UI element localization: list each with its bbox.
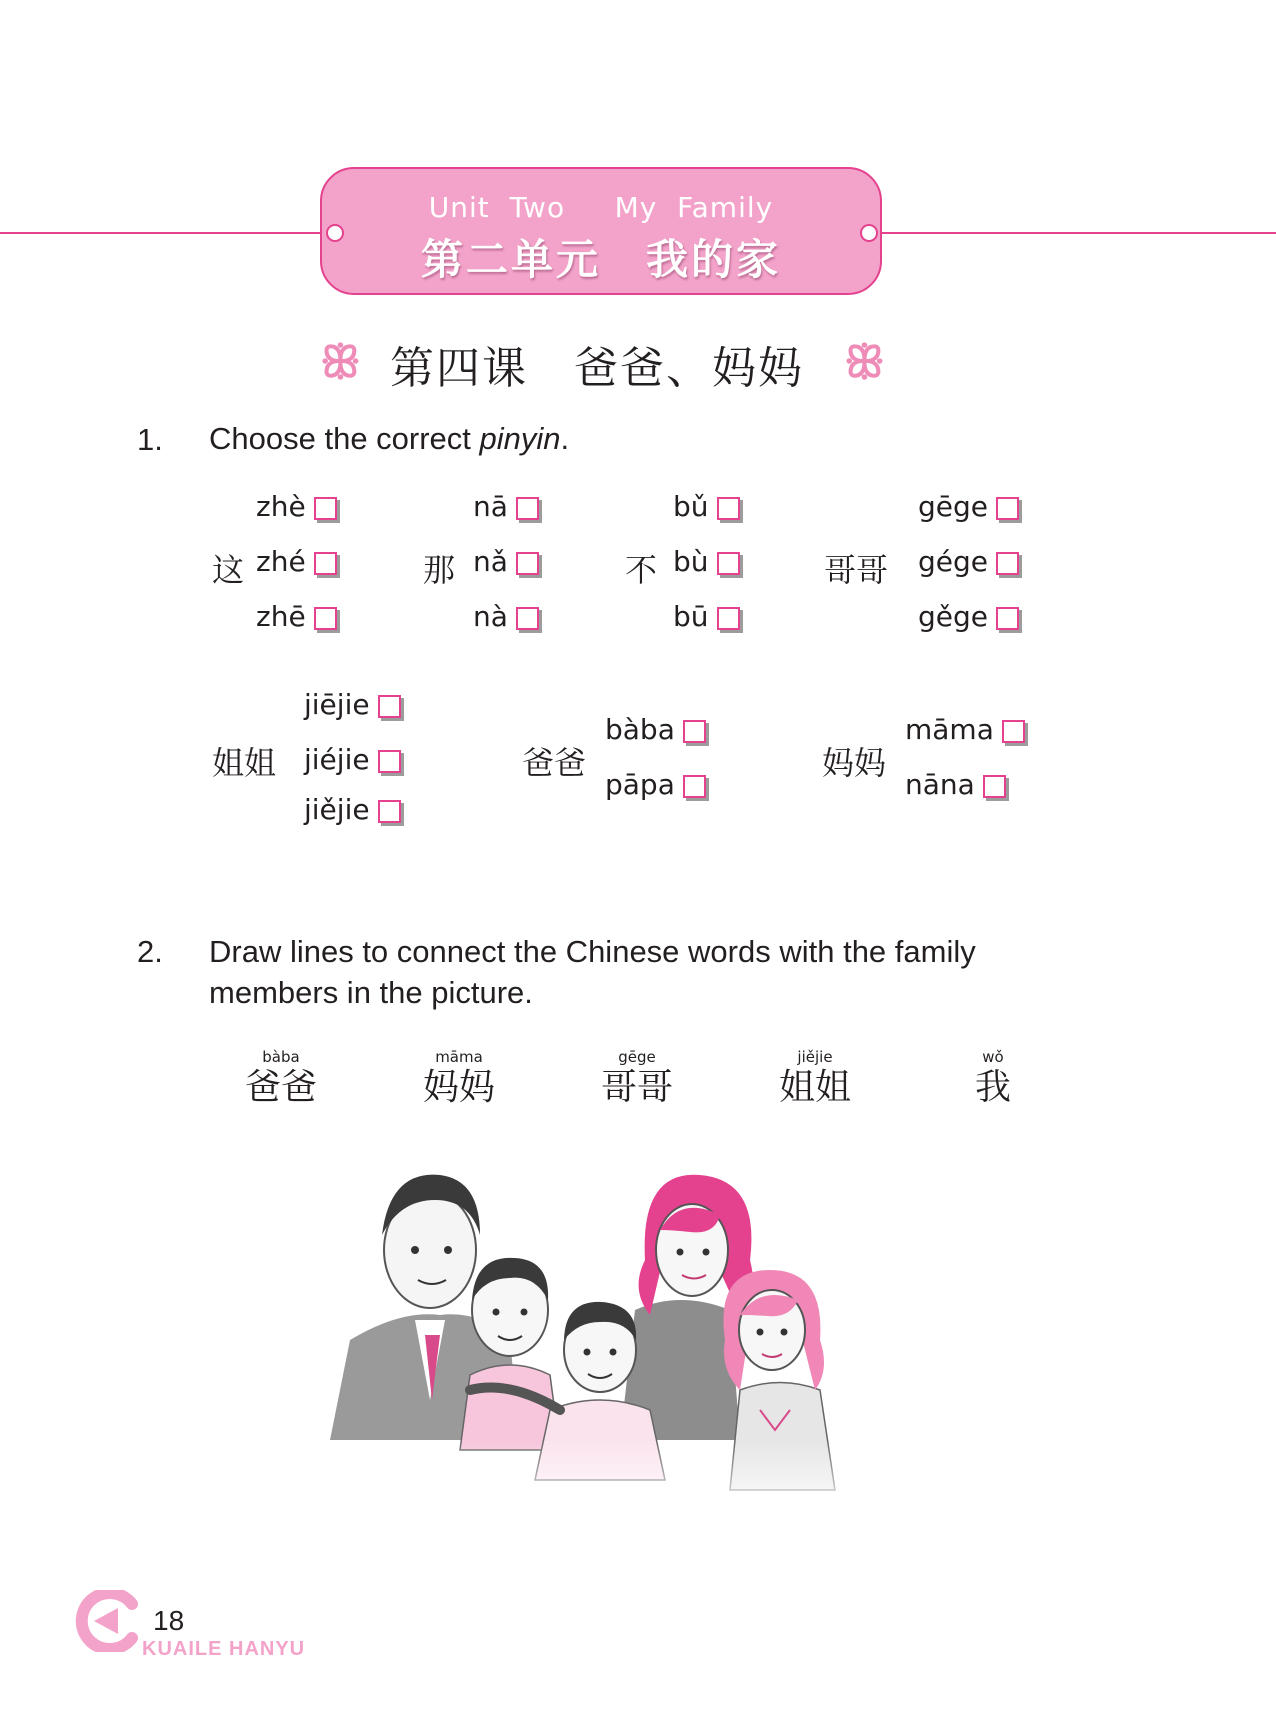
question-2-number: 2. xyxy=(137,934,163,969)
checkbox[interactable] xyxy=(683,720,706,743)
q1-option-baba-1[interactable]: bàba xyxy=(605,711,706,747)
q1-option-baba-2[interactable]: pāpa xyxy=(605,766,706,802)
page-number: 18 xyxy=(153,1605,185,1636)
unit-banner xyxy=(320,167,882,295)
checkbox[interactable] xyxy=(314,552,337,575)
checkbox[interactable] xyxy=(996,497,1019,520)
q2-word-baba[interactable]: bàba 爸爸 xyxy=(244,1048,317,1108)
q1-char-gege: 哥哥 xyxy=(824,551,889,589)
q1-char-baba: 爸爸 xyxy=(522,744,587,782)
lesson-title: 第四课 爸爸、妈妈 xyxy=(390,343,804,394)
banner-ring-left-icon xyxy=(326,224,344,242)
checkbox[interactable] xyxy=(378,750,401,773)
checkbox[interactable] xyxy=(983,775,1006,798)
q1-option-bu-3[interactable]: bū xyxy=(673,598,740,634)
checkbox[interactable] xyxy=(516,497,539,520)
checkbox[interactable] xyxy=(717,552,740,575)
banner-rule-right xyxy=(872,232,1276,234)
q1-option-jiejie-2[interactable]: jiéjie xyxy=(304,741,401,777)
checkbox[interactable] xyxy=(314,607,337,630)
q2-word-jiejie[interactable]: jiějie 姐姐 xyxy=(778,1048,851,1108)
checkbox[interactable] xyxy=(996,552,1019,575)
q1-option-na-1[interactable]: nā xyxy=(473,488,539,524)
q1-char-bu: 不 xyxy=(625,551,658,589)
q1-option-na-3[interactable]: nà xyxy=(473,598,539,634)
q1-option-jiejie-3[interactable]: jiějie xyxy=(304,791,401,827)
brand-name: KUAILE HANYU xyxy=(142,1638,306,1660)
q1-option-bu-2[interactable]: bù xyxy=(673,543,740,579)
q1-option-na-2[interactable]: nǎ xyxy=(473,543,539,579)
question-2-prompt xyxy=(209,931,976,1013)
question-1-number: 1. xyxy=(137,422,163,457)
q1-char-na: 那 xyxy=(423,551,456,589)
family-illustration xyxy=(320,1140,930,1520)
flourish-right-icon: ꕥ xyxy=(844,337,885,388)
q1-option-zhe-2[interactable]: zhé xyxy=(256,543,337,579)
checkbox[interactable] xyxy=(516,607,539,630)
checkbox[interactable] xyxy=(717,497,740,520)
banner-rule-left xyxy=(0,232,330,234)
checkbox[interactable] xyxy=(516,552,539,575)
checkbox[interactable] xyxy=(378,800,401,823)
q1-option-gege-2[interactable]: gége xyxy=(918,543,1019,579)
question-2-prompt-line-2: members in the picture. xyxy=(209,975,533,1010)
question-1-prompt: Choose the correct pinyin. xyxy=(209,421,570,456)
q1-option-jiejie-1[interactable]: jiējie xyxy=(304,686,401,722)
q1-char-mama: 妈妈 xyxy=(822,744,887,782)
q1-option-mama-2[interactable]: nāna xyxy=(905,766,1006,802)
q1-option-mama-1[interactable]: māma xyxy=(905,711,1025,747)
checkbox[interactable] xyxy=(683,775,706,798)
q1-option-gege-1[interactable]: gēge xyxy=(918,488,1019,524)
banner-ring-right-icon xyxy=(860,224,878,242)
unit-title-english: Unit Two My Family xyxy=(428,191,774,224)
checkbox[interactable] xyxy=(1002,720,1025,743)
q1-option-bu-1[interactable]: bǔ xyxy=(673,488,740,524)
checkbox[interactable] xyxy=(378,695,401,718)
checkbox[interactable] xyxy=(314,497,337,520)
q2-word-gege[interactable]: gēge 哥哥 xyxy=(600,1048,673,1108)
unit-title-chinese: 第二单元 我的家 xyxy=(420,235,781,284)
q2-word-mama[interactable]: māma 妈妈 xyxy=(422,1048,495,1108)
q1-option-zhe-3[interactable]: zhē xyxy=(256,598,337,634)
checkbox[interactable] xyxy=(996,607,1019,630)
kuaile-hanyu-logo-icon xyxy=(72,1590,142,1652)
question-2-prompt-line-1: Draw lines to connect the Chinese words with the family xyxy=(209,934,976,969)
q1-option-gege-3[interactable]: gěge xyxy=(918,598,1019,634)
q2-word-wo[interactable]: wǒ 我 xyxy=(974,1048,1011,1108)
checkbox[interactable] xyxy=(717,607,740,630)
q1-option-zhe-1[interactable]: zhè xyxy=(256,488,337,524)
q1-char-zhe: 这 xyxy=(212,551,245,589)
flourish-left-icon: ꕥ xyxy=(320,337,361,388)
q1-char-jiejie: 姐姐 xyxy=(212,744,277,782)
